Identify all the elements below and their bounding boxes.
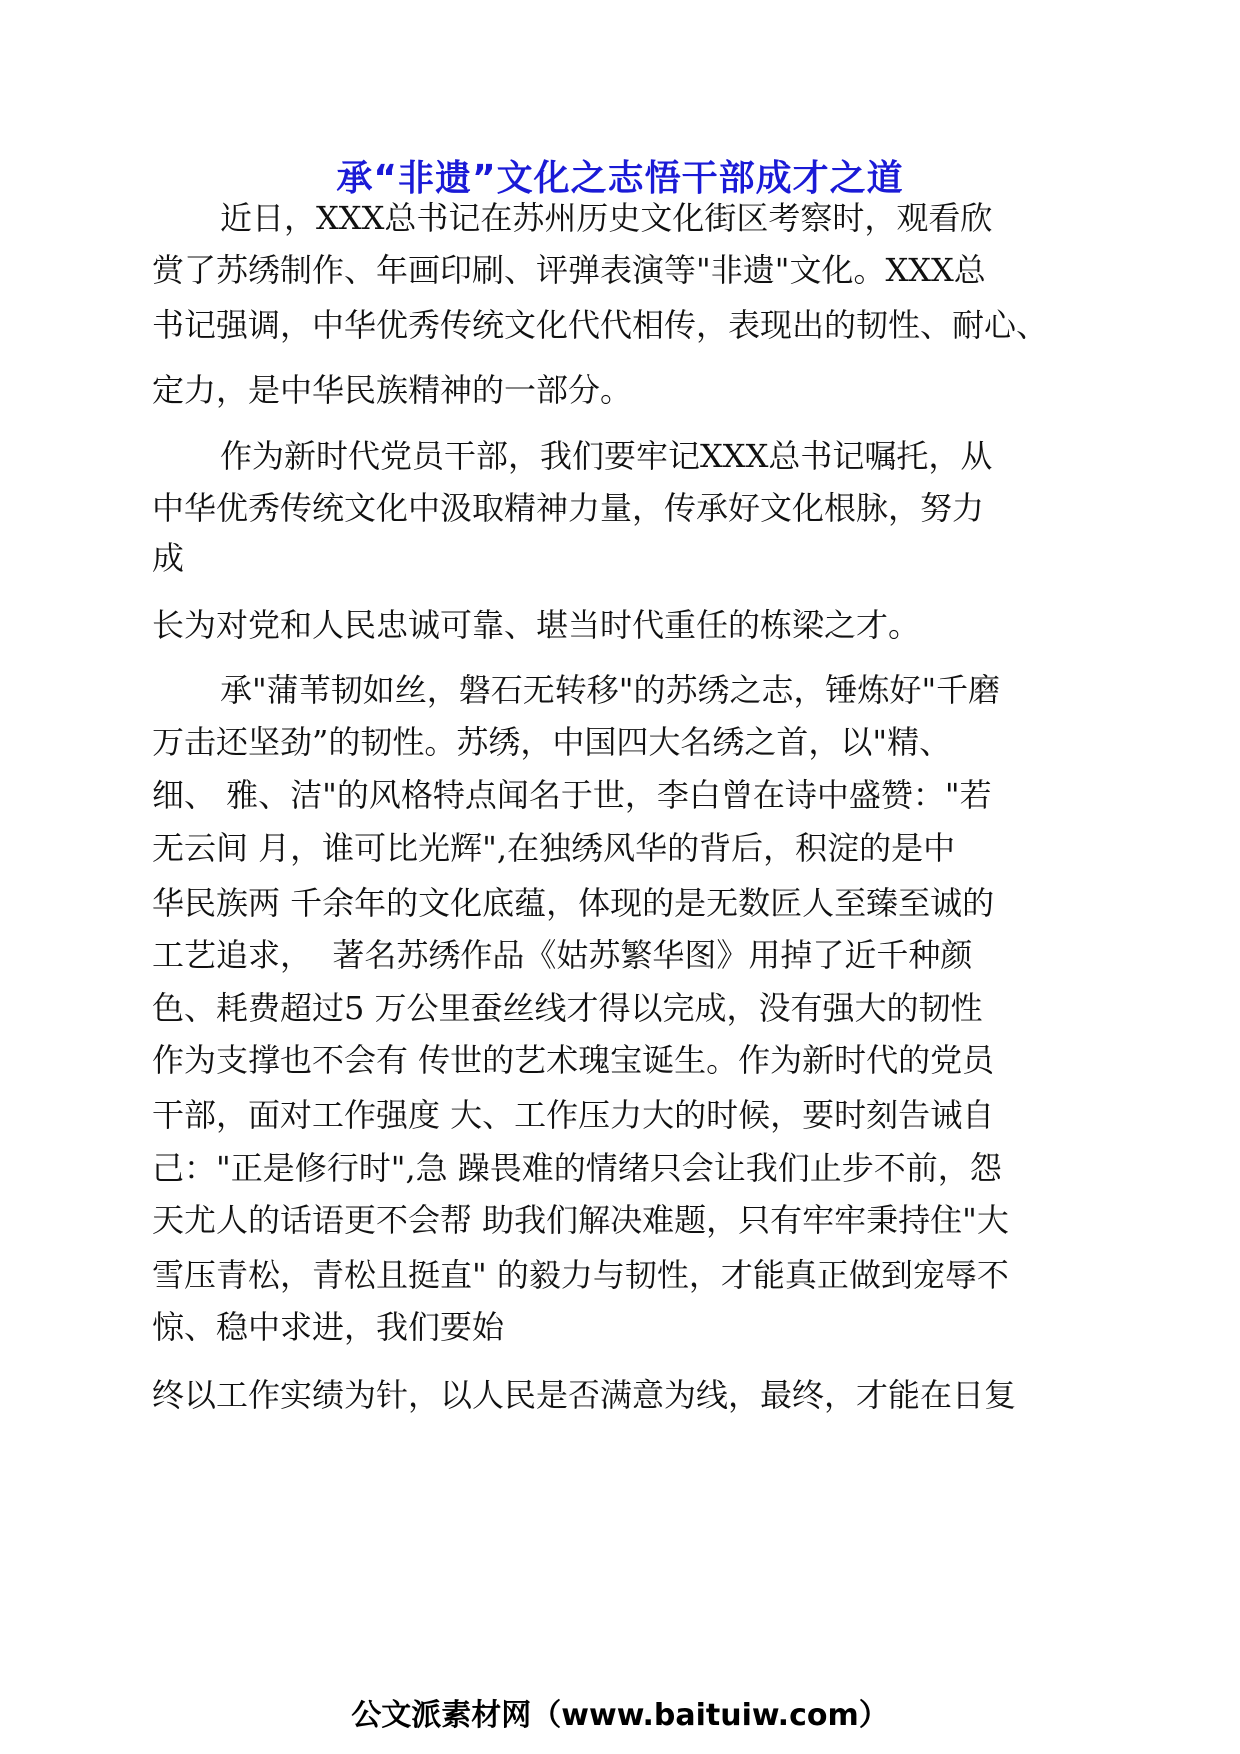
- paragraph-line: 色、耗费超过5 万公里蚕丝线才得以完成，没有强大的韧性: [152, 989, 983, 1027]
- paragraph-line: 干部，面对工作强度 大、工作压力大的时候，要时刻告诫自: [152, 1096, 995, 1134]
- paragraph-line: 终以工作实绩为针，以人民是否满意为线，最终，才能在日复: [152, 1376, 1017, 1414]
- paragraph-line: 天尤人的话语更不会帮 助我们解决难题，只有牢牢秉持住"大: [152, 1201, 1009, 1239]
- document-title: 承“非遗”文化之志悟干部成才之道: [336, 158, 904, 199]
- paragraph-line: 书记强调，中华优秀传统文化代代相传，表现出的韧性、耐心、: [152, 306, 1049, 344]
- paragraph-line: 赏了苏绣制作、年画印刷、评弹表演等"非遗"文化。XXX总: [152, 251, 986, 289]
- paragraph-line: 雪压青松，青松且挺直" 的毅力与韧性，才能真正做到宠辱不: [152, 1256, 1009, 1294]
- paragraph-line: 中华优秀传统文化中汲取精神力量，传承好文化根脉，努力: [152, 489, 985, 527]
- paragraph-line: 成: [152, 539, 185, 577]
- paragraph-line: 长为对党和人民忠诚可靠、堪当时代重任的栋梁之才。: [152, 606, 921, 644]
- paragraph-line: 作为支撑也不会有 传世的艺术瑰宝诞生。作为新时代的党员: [152, 1041, 995, 1079]
- paragraph-line: 承"蒲苇韧如丝，磐石无转移"的苏绣之志，锤炼好"千磨: [220, 671, 1001, 709]
- paragraph-line: 定力，是中华民族精神的一部分。: [152, 371, 633, 409]
- paragraph-line: 近日，XXX总书记在苏州历史文化街区考察时，观看欣: [220, 199, 993, 237]
- paragraph-line: 作为新时代党员干部，我们要牢记XXX总书记嘱托，从: [220, 437, 993, 475]
- paragraph-line: 无云间 月，谁可比光辉",在独绣风华的背后，积淀的是中: [152, 829, 956, 867]
- paragraph-line: 华民族两 千余年的文化底蕴，体现的是无数匠人至臻至诚的: [152, 884, 995, 922]
- paragraph-line: 工艺追求， 著名苏绣作品《姑苏繁华图》用掉了近千种颜: [152, 936, 973, 974]
- paragraph-line: 万击还坚劲”的韧性。苏绣，中国四大名绣之首，以"精、: [152, 723, 952, 761]
- paragraph-line: 细、 雅、洁"的风格特点闻名于世，李白曾在诗中盛赞："若: [152, 776, 992, 814]
- paragraph-line: 己："正是修行时",急 躁畏难的情绪只会让我们止步不前，怨: [152, 1149, 1002, 1187]
- footer-source: 公文派素材网（www.baituiw.com）: [351, 1698, 889, 1733]
- paragraph-line: 惊、稳中求进，我们要始: [152, 1308, 505, 1346]
